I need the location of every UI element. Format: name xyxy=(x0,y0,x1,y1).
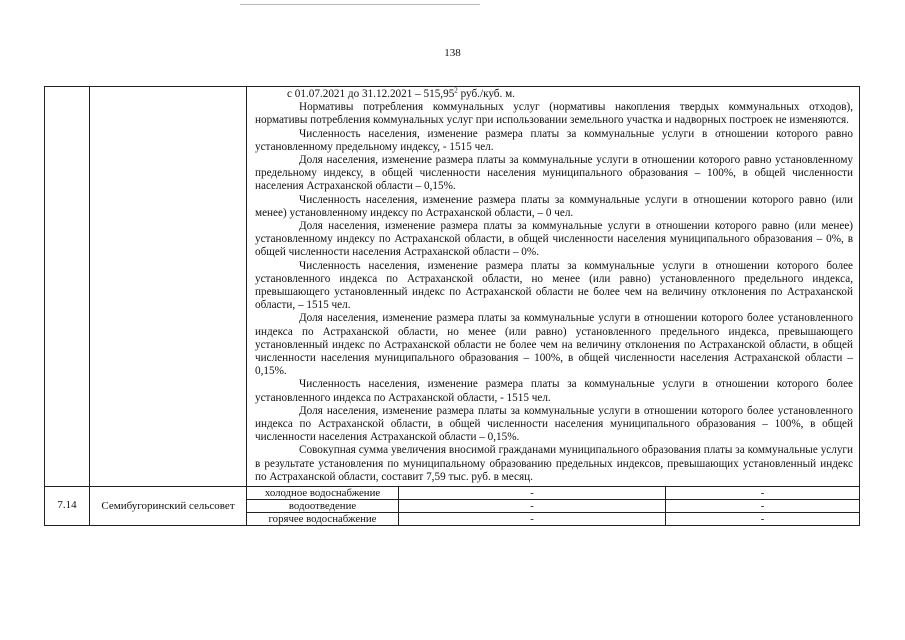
text-cell xyxy=(247,87,860,487)
scan-artifact-line xyxy=(240,4,480,5)
paragraph: Численность населения, изменение размера платы за коммунальные услуги в отношении которого равно (или менее) установленному индексу по Астраханской области, – 0 чел. xyxy=(255,193,854,219)
service-value: - xyxy=(399,487,666,500)
paragraph: Доля населения, изменение размера платы за коммунальные услуги в отношении которого равно установленному предельному индексу, в общей численности населения муниципального образования – 100%, в общей численности населения Астраханской области – 0,15%. xyxy=(255,154,854,193)
service-label: холодное водоснабжение xyxy=(247,487,399,500)
document-table xyxy=(44,86,860,526)
continuation-number-cell xyxy=(45,87,90,487)
paragraph: Доля населения, изменение размера платы за коммунальные услуги в отношении которого более установленного индекса по Астраханской области, в общей численности населения муниципального образования – 100%, в общей численности населения Астраханской области – 0,15%. xyxy=(255,404,854,444)
paragraph: Нормативы потребления коммунальных услуг (нормативы накопления твердых коммунальных отходов), нормативы потребления коммунальных услуг при использовании земельного участка и надворных построек не изменяются. xyxy=(255,101,854,127)
tariff-line: с 01.07.2021 до 31.12.2021 – 515,95$^2$ руб./куб. м. xyxy=(287,86,515,100)
municipality-name: Семибугоринский сельсовет xyxy=(90,487,247,526)
service-value: - xyxy=(666,487,860,500)
service-value: - xyxy=(666,513,860,526)
paragraph: Доля населения, изменение размера платы за коммунальные услуги в отношении которого более установленного индекса по Астраханской области, но менее (или равно) установленного предельного индекса, превышающего установленный индекс по Астраханской области не более чем на величину отклонения по Астраханской области, в общей численности населения муниципального образования – 100%, в общей численности населения Астраханской области – 0,15%. xyxy=(255,312,854,378)
service-value: - xyxy=(399,513,666,526)
paragraph: Численность населения, изменение размера платы за коммунальные услуги в отношении которого более установленного индекса по Астраханской области, - 1515 чел. xyxy=(255,378,854,404)
paragraph: Доля населения, изменение размера платы за коммунальные услуги в отношении которого равно (или менее) установленному индексу по Астраханской области, в общей численности населения муниципального образования – 0%, в общей численности населения Астраханской области – 0%. xyxy=(255,220,854,259)
continuation-name-cell xyxy=(90,87,247,487)
page-number: 138 xyxy=(444,47,461,59)
paragraph: Численность населения, изменение размера платы за коммунальные услуги в отношении которого более установленного индекса по Астраханской области, но менее (или равно) установленного предельного индекса, превышающего установленный индекс по Астраханской области не более чем на величину отклонения по Астраханской области, – 1515 чел. xyxy=(255,259,854,312)
paragraph: Численность населения, изменение размера платы за коммунальные услуги в отношении которого равно установленному предельному индексу, - 1515 чел. xyxy=(255,127,854,153)
continuation-row xyxy=(45,87,860,487)
table-row xyxy=(45,487,860,500)
row-number: 7.14 xyxy=(45,487,90,526)
service-value: - xyxy=(666,500,860,513)
paragraph: Совокупная сумма увеличения вносимой гражданами муниципального образования платы за коммунальные услуги в результате установления по муниципальному образованию предельных индексов, превышающих установленный индекс по Астраханской области, составит 7,59 тыс. руб. в месяц. xyxy=(255,444,854,483)
service-value: - xyxy=(399,500,666,513)
service-label: горячее водоснабжение xyxy=(247,513,399,526)
service-label: водоотведение xyxy=(247,500,399,513)
